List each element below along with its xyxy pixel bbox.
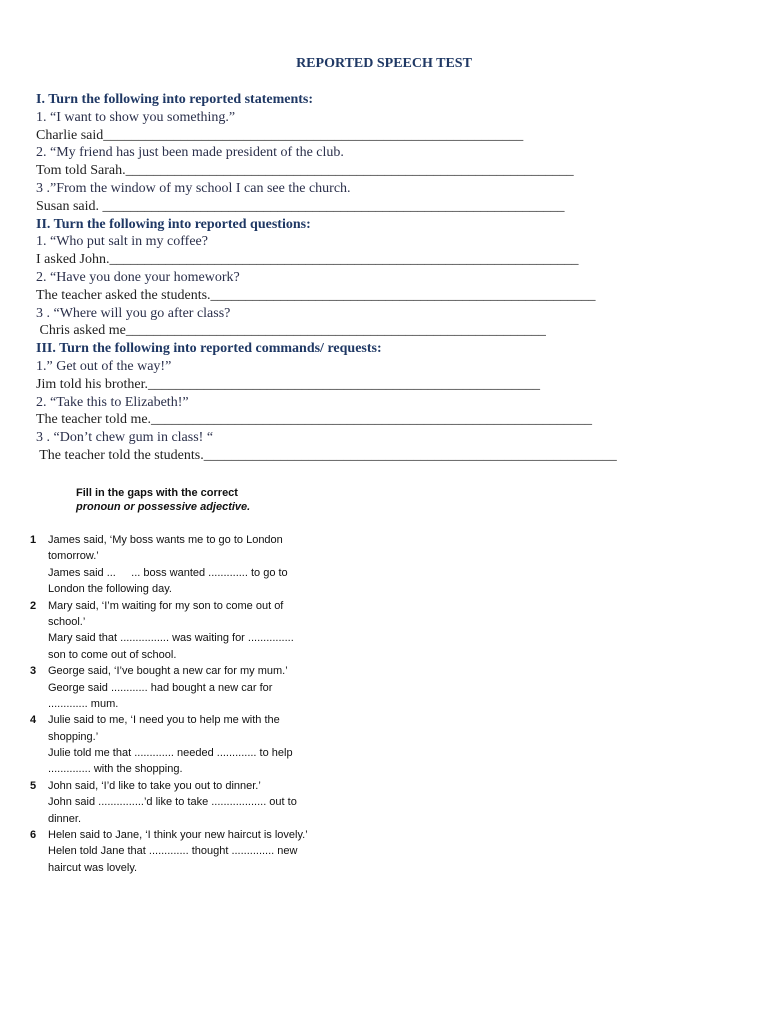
answer-line: The teacher asked the students._______________________________________________________ bbox=[36, 287, 596, 303]
page-title: REPORTED SPEECH TEST bbox=[296, 56, 472, 71]
fill-gaps-title-line-2: pronoun or possessive adjective. bbox=[76, 501, 251, 513]
answer-line: Charlie said____________________________________________________________ bbox=[36, 127, 524, 143]
item-line: school.’ bbox=[48, 615, 86, 628]
item-number: 3 bbox=[30, 665, 37, 678]
item-number: 6 bbox=[30, 829, 37, 842]
section-heading: II. Turn the following into reported questions: bbox=[36, 216, 311, 232]
answer-line: The teacher told me._______________________________________________________________ bbox=[36, 412, 593, 428]
answer-line: The teacher told the students.___________________________________________________________ bbox=[36, 447, 617, 463]
answer-line: I asked John.___________________________________________________________________ bbox=[36, 252, 579, 268]
fill-gaps-exercise bbox=[30, 486, 330, 876]
item-line: Helen told Jane that ............. thought .............. new bbox=[48, 845, 298, 858]
item-line: James said, ‘My boss wants me to go to London bbox=[48, 534, 283, 546]
item-line: London the following day. bbox=[48, 583, 172, 596]
item-number: 5 bbox=[30, 779, 37, 792]
item-number: 2 bbox=[30, 599, 37, 612]
fill-gaps-title-line-1: Fill in the gaps with the correct bbox=[76, 487, 238, 499]
item-line: James said ... ... boss wanted ............. to go to bbox=[48, 566, 288, 579]
item-line: Helen said to Jane, ‘I think your new haircut is lovely.’ bbox=[48, 829, 308, 842]
item-line: dinner. bbox=[48, 812, 82, 825]
item-line: Mary said that ................ was waiting for ............... bbox=[48, 632, 294, 645]
fill-gaps-item bbox=[30, 712, 330, 778]
item-line: John said ...............’d like to take .................. out to bbox=[48, 796, 297, 809]
item-line: haircut was lovely. bbox=[48, 861, 138, 874]
section-heading: III. Turn the following into reported commands/ requests: bbox=[36, 341, 382, 357]
fill-gaps-item bbox=[30, 598, 330, 664]
item-line: John said, ‘I’d like to take you out to dinner.’ bbox=[48, 779, 261, 792]
item-line: ............. mum. bbox=[48, 697, 119, 710]
item-number: 1 bbox=[30, 534, 37, 546]
exercise-prompt: 3 .”From the window of my school I can see the church. bbox=[36, 180, 351, 196]
exercise-prompt: 1. “I want to show you something.” bbox=[36, 109, 236, 125]
item-line: son to come out of school. bbox=[48, 648, 177, 661]
exercise-prompt: 3 . “Don’t chew gum in class! “ bbox=[36, 430, 214, 446]
exercise-prompt: 1. “Who put salt in my coffee? bbox=[36, 234, 208, 250]
item-line: shopping.’ bbox=[48, 730, 99, 743]
item-line: .............. with the shopping. bbox=[48, 763, 183, 776]
item-line: Mary said, ‘I’m waiting for my son to come out of bbox=[48, 599, 284, 612]
item-line: Julie said to me, ‘I need you to help me with the bbox=[48, 714, 280, 727]
item-line: tomorrow.’ bbox=[48, 550, 99, 563]
fill-gaps-item bbox=[30, 778, 330, 827]
exercise-prompt: 3 . “Where will you go after class? bbox=[36, 305, 231, 321]
answer-line: Jim told his brother.________________________________________________________ bbox=[36, 376, 540, 392]
fill-gaps-item bbox=[30, 532, 330, 598]
fill-gaps-item bbox=[30, 827, 330, 876]
exercise-prompt: 2. “Have you done your homework? bbox=[36, 269, 240, 285]
item-number: 4 bbox=[30, 714, 37, 727]
answer-line: Tom told Sarah.________________________________________________________________ bbox=[36, 163, 574, 179]
answer-line: Chris asked me____________________________________________________________ bbox=[36, 323, 546, 339]
fill-gaps-items bbox=[30, 532, 330, 876]
item-line: George said, ‘I’ve bought a new car for my mum.’ bbox=[48, 665, 288, 678]
answer-line: Susan said. __________________________________________________________________ bbox=[36, 198, 565, 214]
item-line: Julie told me that ............. needed ............. to help bbox=[48, 747, 293, 760]
exercise-prompt: 1.” Get out of the way!” bbox=[36, 358, 172, 374]
exercise-prompt: 2. “Take this to Elizabeth!” bbox=[36, 394, 189, 410]
item-line: George said ............ had bought a new car for bbox=[48, 681, 273, 694]
exercise-prompt: 2. “My friend has just been made president of the club. bbox=[36, 145, 344, 161]
section-heading: I. Turn the following into reported statements: bbox=[36, 92, 314, 107]
reported-speech-exercises bbox=[36, 91, 676, 465]
fill-gaps-item bbox=[30, 663, 330, 712]
